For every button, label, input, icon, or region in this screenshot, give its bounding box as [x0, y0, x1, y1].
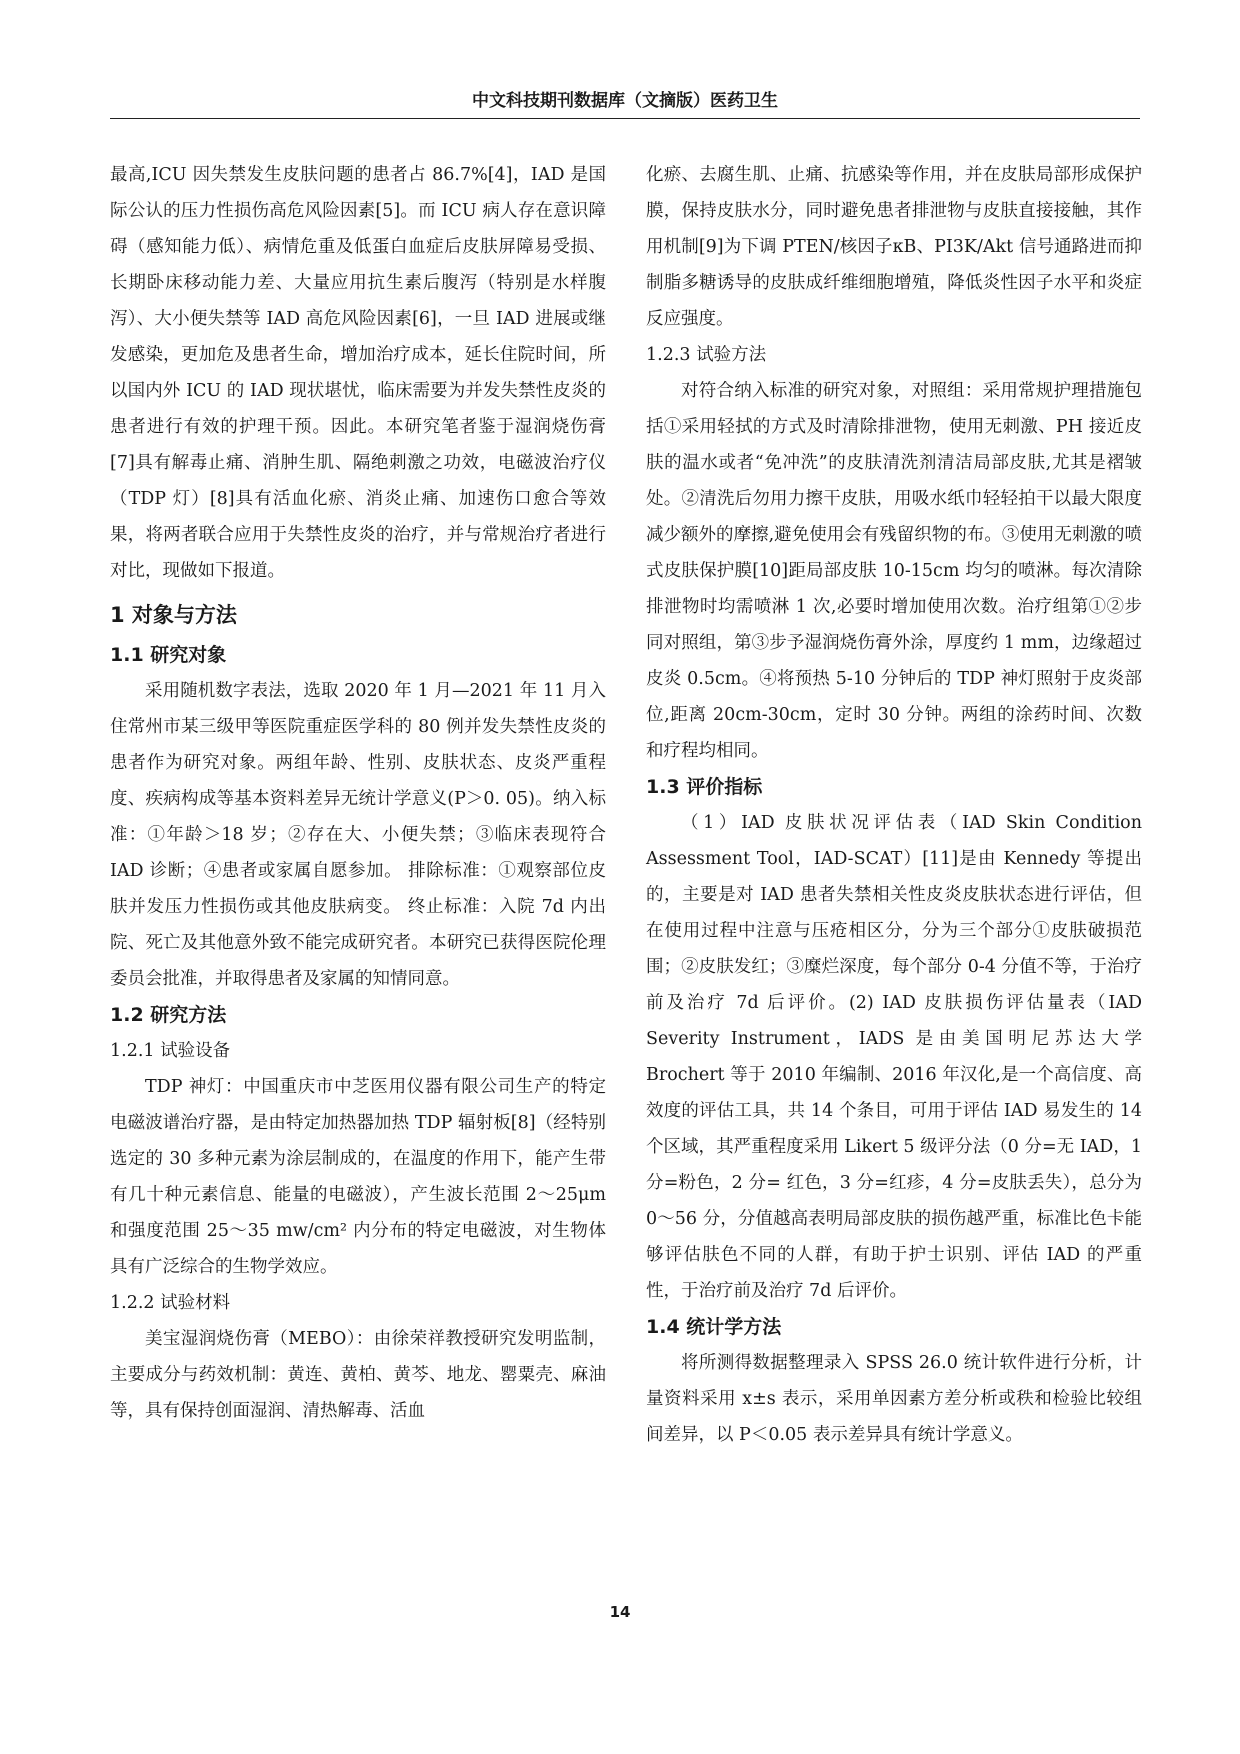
subsection-heading-statistics: 1.4 统计学方法 — [646, 1316, 782, 1338]
page-number: 14 — [609, 1603, 631, 1621]
left-column — [110, 157, 606, 1429]
header-rule — [110, 118, 1140, 119]
subsubsection-heading-test-method: 1.2.3 试验方法 — [646, 345, 767, 365]
journal-header: 中文科技期刊数据库（文摘版）医药卫生 — [472, 91, 778, 111]
paragraph-statistics: 将所测得数据整理录入 SPSS 26.0 统计软件进行分析，计量资料采用 x±s 表示，采用单因素方差分析或秩和检验比较组间差异，以 P＜0.05 表示差异具有统计学意义。 — [646, 1353, 1142, 1445]
subsection-heading-research-methods: 1.2 研究方法 — [110, 1004, 227, 1026]
section-heading-methods: 1 对象与方法 — [110, 603, 237, 627]
paragraph-test-method: 对符合纳入标准的研究对象，对照组：采用常规护理措施包括①采用轻拭的方式及时清除排泄物，使用无刺激、PH 接近皮肤的温水或者“免冲洗”的皮肤清洗剂清洁局部皮肤,尤其是褶皱处。②清洗后勿用力擦干皮肤，用吸水纸巾轻轻拍干以最大限度减少额外的摩擦,避免使用会有残留织物的布。③使用无刺激的喷式皮肤保护膜[10]距局部皮肤 10-15cm 均匀的喷淋。每次清除排泄物时均需喷淋 1 次,必要时增加使用次数。治疗组第①②步同对照组，第③步予湿润烧伤膏外涂，厚度约 1 mm，边缘超过皮炎 0.5cm。④将预热 5-10 分钟后的 TDP 神灯照射于皮炎部位,距离 20cm-30cm，定时 30 分钟。两组的涂药时间、次数和疗程均相同。 — [646, 381, 1142, 761]
paragraph-materials: 美宝湿润烧伤膏（MEBO）：由徐荣祥教授研究发明监制，主要成分与药效机制：黄连、黄柏、黄芩、地龙、罂粟壳、麻油等，具有保持创面湿润、清热解毒、活血 — [110, 1329, 606, 1421]
subsection-heading-evaluation: 1.3 评价指标 — [646, 776, 763, 798]
paragraph-study-subjects: 采用随机数字表法，选取 2020 年 1 月—2021 年 11 月入住常州市某三级甲等医院重症医学科的 80 例并发失禁性皮炎的患者作为研究对象。两组年龄、性别、皮肤状态、皮炎严重程度、疾病构成等基本资料差异无统计学意义(P＞0. 05)。纳入标准：①年龄＞18 岁；②存在大、小便失禁；③临床表现符合 IAD 诊断；④患者或家属自愿参加。 排除标准：①观察部位皮肤并发压力性损伤或其他皮肤病变。 终止标准：入院 7d 内出院、死亡及其他意外致不能完成研究者。本研究已获得医院伦理委员会批准，并取得患者及家属的知情同意。 — [110, 681, 606, 989]
subsubsection-heading-materials: 1.2.2 试验材料 — [110, 1293, 231, 1313]
paragraph-materials-continued: 化瘀、去腐生肌、止痛、抗感染等作用，并在皮肤局部形成保护膜，保持皮肤水分，同时避免患者排泄物与皮肤直接接触，其作用机制[9]为下调 PTEN/核因子κB、PI3K/Akt 信号通路进而抑制脂多糖诱导的皮肤成纤维细胞增殖，降低炎性因子水平和炎症反应强度。 — [646, 165, 1142, 329]
right-column — [646, 157, 1142, 1453]
subsection-heading-study-subjects: 1.1 研究对象 — [110, 644, 227, 666]
paragraph-intro-continued: 最高,ICU 因失禁发生皮肤问题的患者占 86.7%[4]，IAD 是国际公认的压力性损伤高危风险因素[5]。而 ICU 病人存在意识障碍（感知能力低）、病情危重及低蛋白血症后皮肤屏障易受损、长期卧床移动能力差、大量应用抗生素后腹泻（特别是水样腹泻）、大小便失禁等 IAD 高危风险因素[6]，一旦 IAD 进展或继发感染，更加危及患者生命，增加治疗成本，延长住院时间，所以国内外 ICU 的 IAD 现状堪忧，临床需要为并发失禁性皮炎的患者进行有效的护理干预。因此。本研究笔者鉴于湿润烧伤膏[7]具有解毒止痛、消肿生肌、隔绝刺激之功效，电磁波治疗仪（TDP 灯）[8]具有活血化瘀、消炎止痛、加速伤口愈合等效果，将两者联合应用于失禁性皮炎的治疗，并与常规治疗者进行对比，现做如下报道。 — [110, 165, 606, 581]
subsubsection-heading-equipment: 1.2.1 试验设备 — [110, 1041, 231, 1061]
paragraph-equipment: TDP 神灯：中国重庆市中芝医用仪器有限公司生产的特定电磁波谱治疗器，是由特定加热器加热 TDP 辐射板[8]（经特别选定的 30 多种元素为涂层制成的，在温度的作用下，能产生带有几十种元素信息、能量的电磁波），产生波长范围 2～25μm 和强度范围 25～35 mw/cm² 内分布的特定电磁波，对生物体具有广泛综合的生物学效应。 — [110, 1077, 606, 1277]
paragraph-evaluation: （1）IAD 皮肤状况评估表（IAD Skin Condition Assessment Tool，IAD-SCAT）[11]是由 Kennedy 等提出的，主要是对 IAD 患者失禁相关性皮炎皮肤状态进行评估，但在使用过程中注意与压疮相区分，分为三个部分①皮肤破损范围；②皮肤发红；③糜烂深度，每个部分 0-4 分值不等，于治疗前及治疗 7d 后评价。(2) IAD 皮肤损伤评估量表（IAD Severity Instrument，IADS 是由美国明尼苏达大学 Brochert 等于 2010 年编制、2016 年汉化,是一个高信度、高效度的评估工具，共 14 个条目，可用于评估 IAD 易发生的 14 个区域，其严重程度采用 Likert 5 级评分法（0 分=无 IAD，1 分=粉色，2 分= 红色，3 分=红疹，4 分=皮肤丢失），总分为 0～56 分，分值越高表明局部皮肤的损伤越严重，标准比色卡能够评估肤色不同的人群，有助于护士识别、评估 IAD 的严重性，于治疗前及治疗 7d 后评价。 — [646, 813, 1142, 1301]
